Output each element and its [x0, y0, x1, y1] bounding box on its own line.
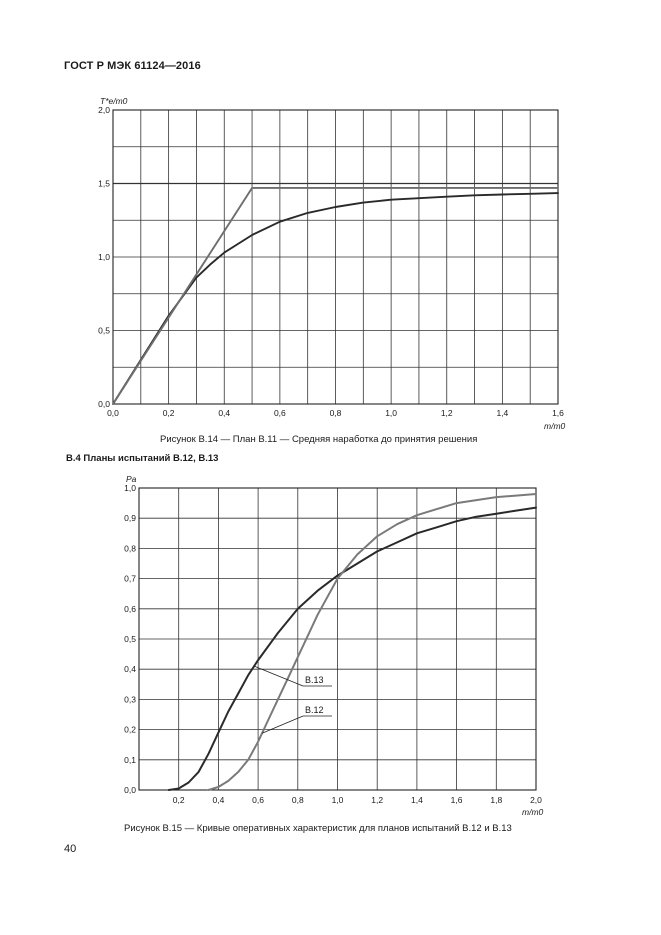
x-axis-label: m/m0	[544, 421, 566, 431]
x-tick-label: 0,2	[162, 408, 175, 418]
y-tick-label: 0,0	[124, 785, 136, 795]
page-number: 40	[64, 843, 77, 855]
y-tick-label: 1,0	[98, 252, 110, 262]
y-tick-label: 0,3	[124, 694, 136, 705]
x-axis-label: m/m0	[522, 807, 544, 817]
x-tick-label: 2,0	[530, 795, 542, 805]
y-tick-label: 0,0	[98, 399, 110, 409]
y-tick-label: 0,1	[124, 754, 136, 765]
x-tick-label: 1,0	[385, 408, 398, 418]
x-tick-label: 1,6	[450, 795, 463, 805]
y-tick-label: 2,0	[98, 105, 110, 115]
x-tick-label: 1,4	[496, 408, 509, 418]
y-tick-label: 0,6	[124, 603, 136, 614]
x-tick-label: 1,6	[552, 408, 564, 418]
figure-15-caption: Рисунок В.15 — Кривые оперативных характеристик для планов испытаний В.12 и В.13	[124, 823, 512, 834]
y-tick-label: 1,5	[98, 178, 110, 189]
x-tick-label: 0,6	[273, 408, 286, 418]
document-header: ГОСТ Р МЭК 61124—2016	[64, 60, 201, 72]
x-tick-label: 0,0	[107, 408, 119, 418]
x-tick-label: 0,8	[329, 408, 342, 418]
series-line	[209, 494, 537, 790]
x-tick-label: 1,0	[331, 795, 344, 805]
y-tick-label: 0,4	[124, 664, 136, 675]
x-tick-label: 0,4	[218, 408, 231, 418]
y-axis-label: Pa	[126, 474, 137, 484]
y-axis-label: T*e/m0	[100, 96, 128, 106]
x-tick-label: 1,8	[490, 795, 503, 805]
x-tick-label: 0,6	[252, 795, 265, 805]
section-title: В.4 Планы испытаний В.12, В.13	[66, 453, 219, 464]
x-tick-label: 0,2	[172, 795, 185, 805]
x-tick-label: 0,8	[291, 795, 304, 805]
x-tick-label: 0,4	[212, 795, 225, 805]
x-tick-label: 1,2	[371, 795, 384, 805]
series-line	[169, 508, 536, 790]
figure-14-caption: Рисунок В.14 — План В.11 — Средняя наработка до принятия решения	[160, 434, 478, 445]
y-tick-label: 0,5	[98, 325, 110, 336]
y-tick-label: 0,8	[124, 543, 136, 554]
x-tick-label: 1,4	[410, 795, 423, 805]
y-tick-label: 0,7	[124, 573, 136, 584]
y-tick-label: 0,2	[124, 724, 136, 735]
series-label: В.12	[305, 705, 324, 715]
x-tick-label: 1,2	[440, 408, 453, 418]
series-label: В.13	[305, 675, 324, 685]
y-tick-label: 1,0	[124, 483, 136, 493]
y-tick-label: 0,5	[124, 634, 136, 644]
figure-14-chart	[98, 96, 565, 431]
figure-15-chart	[124, 474, 543, 817]
y-tick-label: 0,9	[124, 513, 136, 524]
